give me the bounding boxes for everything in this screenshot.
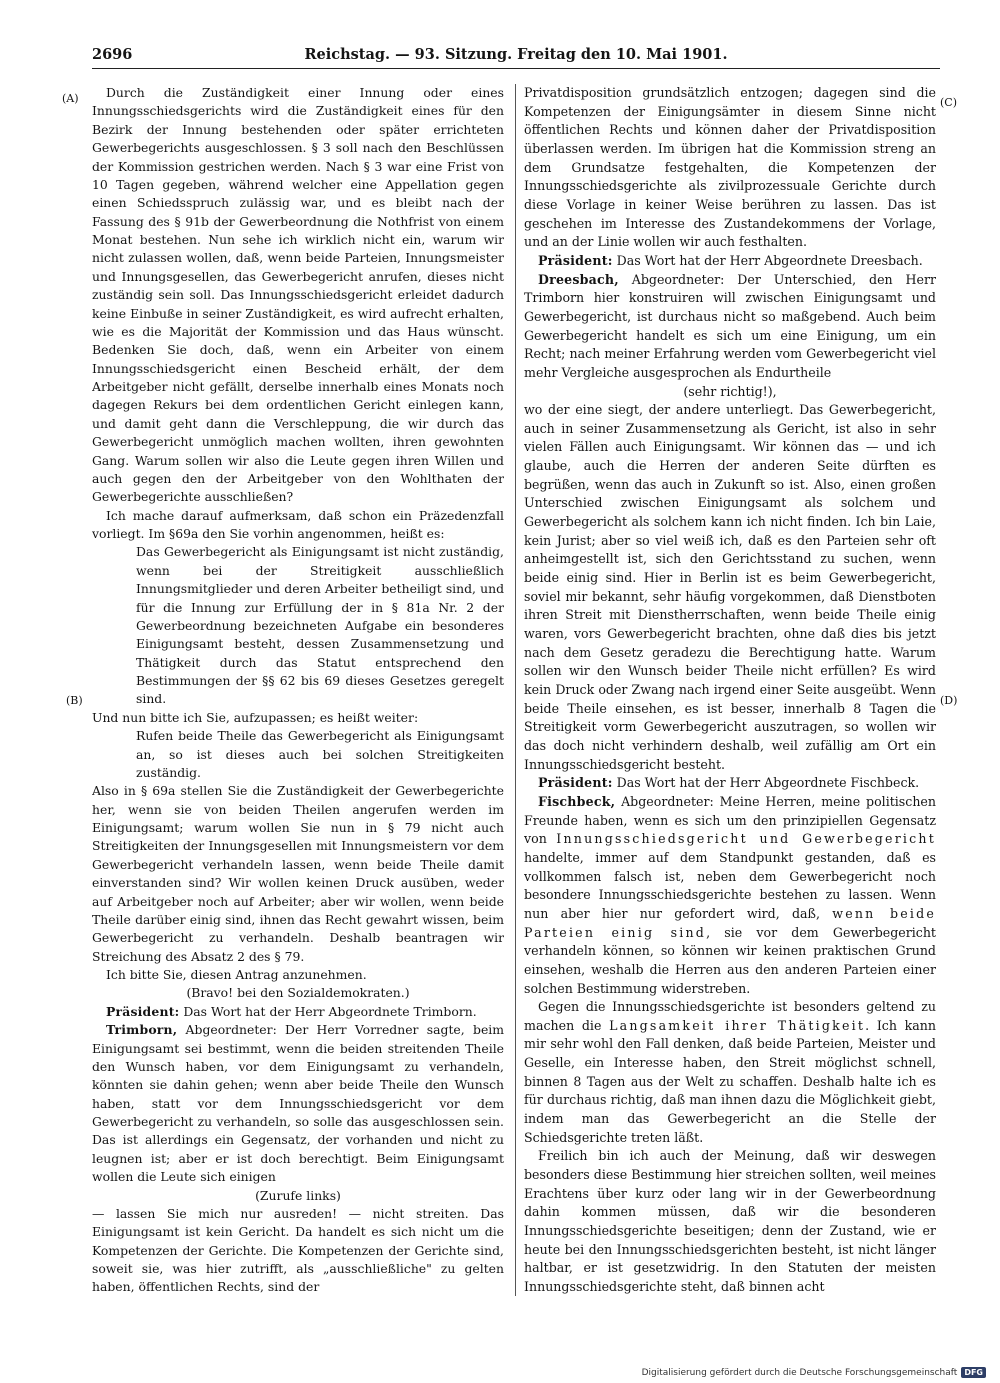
speaker-name: Fischbeck, [538, 793, 616, 809]
interjection: (Bravo! bei den Sozialdemokraten.) [186, 985, 410, 1001]
speech-text: , sie vor dem Gewerbegericht verhandeln können, so können wir keinen praktischen Grund einsehen, weshalb die Herren aus den anderen Parteien einer solchen Bestimmung widerstreben. [524, 924, 936, 996]
page-number: 2696 [92, 46, 133, 63]
running-title: Reichstag. — 93. Sitzung. Freitag den 10. Mai 1901. [304, 46, 728, 63]
paragraph: Freilich bin ich auch der Meinung, daß wir deswegen besonders diese Bestimmung hier streichen sollten, weil meines Erachtens über kurz oder lang wir in der Gewerbeordnung dahin kommen müssen, daß wir die besonderen Innungsschiedsgerichte beseitigen; denn der Zustand, wie er heute bei den Innungsschiedsgerichten besteht, ist nicht länger haltbar, er ist gesetzwidrig. In den Statuten der meisten Innungsschiedsgerichte steht, daß binnen acht [524, 1148, 936, 1294]
paragraph: — lassen Sie mich nur ausreden! — nicht streiten. Das Einigungsamt ist kein Gericht. Da handelt es sich nicht um die Kompetenzen der Gerichte. Die Kompetenzen der Gerichte sind, soweit sie, was hier zutrifft, als „ausschließliche" zu gelten haben, öffentlichen Rechts, sind der [92, 1205, 504, 1295]
column-divider [515, 84, 516, 1296]
speaker-paragraph [524, 793, 936, 998]
right-column [524, 84, 936, 1299]
speech-text: Abgeordneter: Der Herr Vorredner sagte, beim Einigungsamt sei bestimmt, wenn die beiden streitenden Theile den Wunsch haben, vor dem Einigungsamt zu verhandeln, könnten sie dahin gehen; wenn aber beide Theile den Wunsch haben, statt vor dem Innungsschiedsgericht vor dem Gewerbegericht zu verhandeln, so solle das ausgeschlossen sein. Das ist allerdings ein Gegensatz, der vorhanden und nicht zu leugnen ist; aber er ist doch berechtigt. Beim Einigungsamt wollen die Leute sich einigen [92, 1022, 504, 1185]
speaker-paragraph [524, 774, 936, 793]
speaker-name: Präsident: [538, 775, 613, 791]
paragraph: Privatdisposition grundsätzlich entzogen; dagegen sind die Kompetenzen der Einigungsämter in diesem Sinne nicht öffentlichen Rechts und können daher der Privatdisposition überlassen werden. Im übrigen hat die Kommission streng an dem Grundsatze festgehalten, die Kompetenzen der Innungsschiedsgerichte als zivilprozessuale Gerichte durch diese Vorlage in keiner Weise berühren zu lassen. Das ist geschehen im Interesse des Zustandekommens der Vorlage, und an der Linie wollen wir auch festhalten. [524, 85, 936, 250]
paragraph: Und nun bitte ich Sie, aufzupassen; es heißt weiter: [92, 709, 419, 725]
paragraph: wo der eine siegt, der andere unterliegt. Das Gewerbegericht, auch in seiner Zusammensetzung als Gericht, ist also in sehr vielen Fällen auch Einigungsamt. Wir können das — und ich glaube, auch die Herren der anderen Seite dürften es begrüßen, wenn das auch in Zukunft so ist. Also, einen großen Unterschied zwischen Einigungsamt als solchem und Gewerbegericht als solchem kann ich nicht finden. Ich bin Laie, kein Jurist; aber so viel weiß ich, daß es den Parteien sehr oft anheimgestellt ist, sich den Gerichtsstand zu suchen, wenn beide einig sind. Hier in Berlin ist es beim Gewerbegericht, soviel mir bekannt, sehr häufig vorgekommen, daß Dienstboten ihren Streit mit Dienstherrschaften, wenn beide Theile einig waren, vors Gewerbegericht brachten, ohne daß dies bis jetzt nach dem Gesetz geradezu die Berechtigung hatte. Warum sollen wir den Wunsch beider Theile nicht erfüllen? Es wird kein Druck oder Zwang nach irgend einer Seite ausgeübt. Wenn beide Theile einsehen, es ist besser, innerhalb 8 Tagen die Streitigkeit vorm Gewerbegericht auszutragen, so wollen wir das doch nicht verhindern deshalb, weil zufällig am Ort ein Innungsschiedsgericht besteht. [524, 402, 936, 772]
block-quote: Das Gewerbegericht als Einigungsamt ist nicht zuständig, wenn bei der Streitigkeit ausschließlich Innungsmitglieder und deren Arbeiter betheiligt sind, und für die Innung zur Erfüllung der in § 81a Nr. 2 der Gewerbeordnung bezeichneten Aufgabe ein besonderes Einigungsamt besteht, dessen Zusammensetzung und Thätigkeit durch das Statut entsprechend den Bestimmungen der §§ 62 bis 69 dieses Gesetzes geregelt sind. [136, 544, 504, 707]
interjection: (sehr richtig!), [683, 383, 777, 399]
paragraph: Ich mache darauf aufmerksam, daß schon ein Präzedenzfall vorliegt. Im §69a den Sie vorhin angenommen, heißt es: [92, 507, 504, 541]
emphasized-text: wenn beide Parteien einig sind [524, 905, 936, 940]
dfg-logo-icon: DFG [961, 1367, 986, 1378]
margin-marker-b: (B) [66, 694, 83, 707]
speech-text: handelte, immer auf dem Standpunkt gestanden, daß es vollkommen falsch ist, neben dem Gewerbegericht noch besondere Innungsschiedsgerichte bestehen zu lassen. Wenn nun aber hier nur gefordert wird, daß, [524, 849, 936, 921]
speech-text: Abgeordneter: Der Unterschied, den Herr Trimborn hier konstruiren will zwischen Einigungsamt und Gewerbegericht, ist durchaus nicht so maßgebend. Auch beim Gewerbegericht handelt es sich um eine Einigung, um ein Recht; nach meiner Erfahrung werden vom Gewerbegericht viel mehr Vergleiche ausgesprochen als Endurtheile [524, 271, 936, 380]
speech-text: Das Wort hat der Herr Abgeordnete Fischbeck. [612, 775, 920, 791]
digitization-footer [642, 1367, 986, 1378]
margin-marker-d: (D) [940, 694, 958, 707]
margin-marker-a: (A) [62, 92, 79, 105]
speech-text: . Ich kann mir sehr wohl den Fall denken, daß beide Parteien, Meister und Geselle, ein Interesse haben, den Streit möglichst schnell, binnen 8 Tagen aus der Welt zu schaffen. Deshalb halte ich es für durchaus richtig, daß man ihnen dazu die Möglichkeit giebt, indem man das Gewerbegericht an die Stelle der Schiedsgerichte treten läßt. [524, 1017, 936, 1145]
block-quote: Rufen beide Theile das Gewerbegericht als Einigungsamt an, so ist dieses auch bei solchen Streitigkeiten zuständig. [136, 728, 504, 780]
speaker-paragraph [524, 271, 936, 383]
speaker-name: Präsident: [106, 1003, 180, 1019]
paragraph [524, 998, 936, 1147]
speaker-name: Präsident: [538, 252, 613, 268]
page-header [92, 44, 940, 69]
speech-text: Abgeordneter: Meine Herren, meine politischen Freunde haben, wenn es sich um den prinzipiellen Gegensatz von [524, 793, 936, 847]
left-column [92, 84, 504, 1299]
speech-text: Das Wort hat der Herr Abgeordnete Dreesbach. [612, 252, 923, 268]
speaker-paragraph [524, 252, 936, 271]
speaker-name: Dreesbach, [538, 271, 619, 287]
speech-text: Gegen die Innungsschiedsgerichte ist besonders geltend zu machen die [524, 999, 936, 1033]
speech-text: Das Wort hat der Herr Abgeordnete Trimborn. [179, 1003, 477, 1019]
footer-credit: Digitalisierung gefördert durch die Deutsche Forschungsgemeinschaft [641, 1367, 958, 1378]
margin-marker-c: (C) [940, 96, 957, 109]
speaker-paragraph [92, 1021, 504, 1186]
paragraph: Also in § 69a stellen Sie die Zuständigkeit der Gewerbegerichte her, wenn sie von beiden Theilen angerufen werden im Einigungsamt; warum wollen Sie nun in § 79 nicht auch Streitigkeiten der Innungsgesellen mit Innungsmeistern vor dem Gewerbegericht verhandeln lassen, wenn beide Theile damit einverstanden sind? Wir wollen keinen Druck ausüben, weder auf Arbeitgeber noch auf Arbeiter; aber wir wollen, wenn beide Theile darüber einig sind, ihnen das Recht gewahrt wissen, beim Gewerbegericht zu verhandeln. Deshalb beantragen wir Streichung des Absatz 2 des § 79. [92, 783, 504, 964]
paragraph: Durch die Zuständigkeit einer Innung oder eines Innungsschiedsgerichts wird die Zuständigkeit eines für den Bezirk der Innung bestehenden oder später errichteten Gewerbegerichts ausgeschlossen. § 3 soll nach den Beschlüssen der Kommission gestrichen werden. Nach § 3 war eine Frist von 10 Tagen gegeben, während welcher eine Appellation gegen einen Schiedsspruch zulässig war, und es bleibt nach der Fassung des § 91b der Gewerbeordnung die Nothfrist von einem Monat bestehen. Nun sehe ich wirklich nicht ein, warum wir nicht zulassen wollen, daß, wenn beide Parteien, Innungsmeister und Innungsgesellen, das Gewerbegericht anrufen, dieses nicht zuständig sein soll. Das Innungsschiedsgericht erleidet dadurch keine Einbuße in seiner Zuständigkeit, es wird aufrecht erhalten, wie es die Majorität der Kommission und das Haus wünscht. Bedenken Sie doch, daß, wenn ein Arbeiter von einem Innungsschiedsgericht einen Bescheid erhält, der dem Arbeitgeber nicht gefällt, derselbe innerhalb eines Monats noch dagegen Rekurs bei dem ordentlichen Gericht einlegen kann, und damit geht dann die Verschleppung, die wir durch das Gewerbegericht unmöglich machen wollten, ihren gewohnten Gang. Warum sollen wir also die Leute gegen ihren Willen und auch gegen den der Arbeitgeber von den Wohlthaten der Gewerbegerichte ausschließen? [92, 85, 504, 505]
speaker-paragraph [92, 1003, 504, 1021]
paragraph: Ich bitte Sie, diesen Antrag anzunehmen. [106, 967, 367, 982]
emphasized-text: Langsamkeit ihrer Thätigkeit [609, 1017, 866, 1033]
speaker-name: Trimborn, [106, 1022, 178, 1038]
emphasized-text: Innungsschiedsgericht und Gewerbegericht [556, 831, 936, 847]
interjection: (Zurufe links) [255, 1187, 341, 1203]
